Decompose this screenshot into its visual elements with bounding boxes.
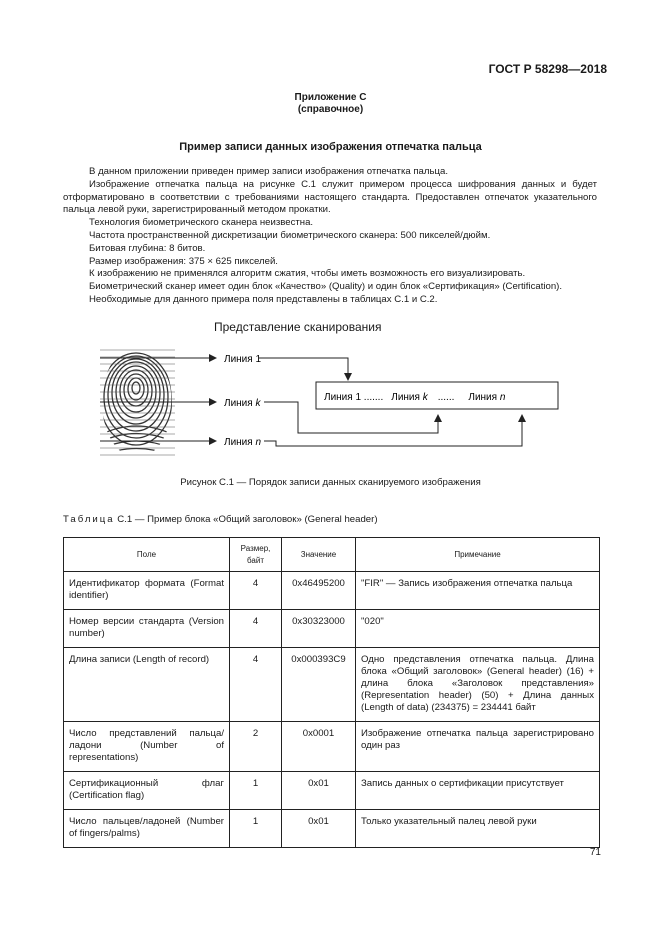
column-header: Поле [64,538,230,572]
table-cell: 0x01 [282,810,356,848]
appendix-title: Приложение С [294,92,367,103]
label-line-1: Линия 1 [224,354,262,365]
paragraph: Частота пространственной дискретизации биометрического сканера: 500 пикселей/дюйм. [89,229,491,241]
table-cell: Номер версии стандарта (Version number) [64,610,230,648]
table-row [64,810,600,848]
table-cell: 4 [230,572,282,610]
section-title: Пример записи данных изображения отпечатка пальца [179,141,482,153]
table-row [64,572,600,610]
connector-line-1 [258,358,348,380]
table-cell: Одно представления отпечатка пальца. Длина блока «Общий заголовок» (General header) (16) + длина блока «Заголовок представления» (Representation header) (50) + Длина данных (Length of data) (234375) = 234441 байт [356,648,600,722]
table-cell: Число пальцев/ладоней (Number of fingers/palms) [64,810,230,848]
table-cell: Изображение отпечатка пальца зарегистрировано один раз [356,722,600,772]
table-cell: 0x0001 [282,722,356,772]
label-line-k: Линия k [224,398,261,409]
body-text [63,166,597,307]
paragraph: Размер изображения: 375 × 625 пикселей. [89,255,278,267]
label-line-n: Линия n [224,437,262,448]
paragraph: Биометрический сканер имеет один блок «Качество» (Quality) и один блок «Сертификация» (Certification). [89,281,563,293]
scan-diagram [90,340,560,470]
figure-caption: Рисунок С.1 — Порядок записи данных сканируемого изображения [180,477,481,488]
page-number: 71 [589,847,601,858]
figure-heading: Представление сканирования [214,320,382,334]
paragraph: В данном приложении приведен пример записи изображения отпечатка пальца. [89,166,448,177]
table-row [64,722,600,772]
table-cell: 4 [230,610,282,648]
table-header-row [64,538,600,572]
table-row [64,772,600,810]
appendix-heading [0,92,661,116]
table-cell: 4 [230,648,282,722]
appendix-type: (справочное) [297,104,364,115]
table-cell: Сертификационный флаг (Certification flag) [64,772,230,810]
general-header-table [63,537,600,848]
table-cell: 2 [230,722,282,772]
column-header: Размер, байт [230,538,282,572]
paragraph: Технология биометрического сканера неизвестна. [89,217,314,229]
table-cell: Идентификатор формата (Format identifier) [64,572,230,610]
table-cell: 0x000393C9 [282,648,356,722]
column-header: Значение [282,538,356,572]
table-cell: "020" [356,610,600,648]
table-cell: 0x30323000 [282,610,356,648]
table-cell: "FIR" — Запись изображения отпечатка пальца [356,572,600,610]
standard-number: ГОСТ Р 58298—2018 [488,62,607,76]
table-cell: Запись данных о сертификации присутствует [356,772,600,810]
paragraph: Битовая глубина: 8 битов. [89,242,206,254]
column-header: Примечание [356,538,600,572]
table-cell: 1 [230,772,282,810]
table-caption: Таблица С.1 — Пример блока «Общий заголовок» (General header) [63,514,378,525]
table-cell: Длина записи (Length of record) [64,648,230,722]
table-cell: 1 [230,810,282,848]
table-row [64,648,600,722]
paragraph: Изображение отпечатка пальца на рисунке С.1 служит примером процесса шифрования данных и будет отформатировано в соответствии с требованиями настоящего стандарта. Предоставлен отпечаток указательного пальца левой руки, зарегистрированный методом прокатки. [63,178,597,216]
table-cell: Число представлений пальца/ладони (Number of representations) [64,722,230,772]
paragraph: К изображению не применялся алгоритм сжатия, чтобы иметь возможность его визуализировать. [89,268,526,280]
table-cell: 0x46495200 [282,572,356,610]
table-cell: 0x01 [282,772,356,810]
paragraph: Необходимые для данного примера поля представлены в таблицах С.1 и С.2. [89,293,438,305]
table-cell: Только указательный палец левой руки [356,810,600,848]
connector-line-n [264,415,522,446]
table-row [64,610,600,648]
record-box-text: Линия 1 ....... Линия k ...... Линия n [324,392,506,403]
